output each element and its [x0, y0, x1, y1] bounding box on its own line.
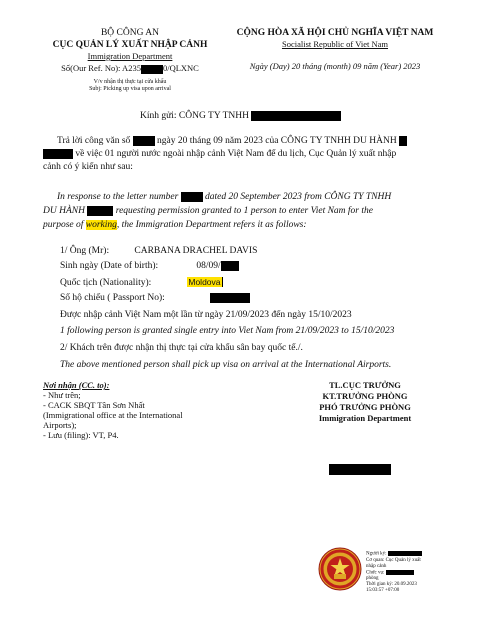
redaction-box	[181, 192, 203, 202]
recipient-line: - Như trên;	[43, 390, 81, 400]
name-value: CARBANA DRACHEL DAVIS	[134, 246, 258, 256]
dob-label: Sinh ngày (Date of birth):	[60, 261, 159, 272]
recipient-line: Airports);	[43, 420, 77, 430]
role-line-2: phòng	[366, 576, 379, 582]
ref-suffix: 0/QLXNC	[162, 63, 199, 73]
department-name: CỤC QUẢN LÝ XUẤT NHẬP CẢNH	[52, 40, 208, 50]
agency-line-2: nhập cảnh	[366, 563, 387, 569]
role-row	[366, 570, 476, 577]
department-name-en: Immigration Department	[87, 51, 173, 61]
recipient-line: - Lưu (filing): VT, P4.	[43, 430, 119, 440]
subject-en: Subj: Picking up visa upon arrival	[89, 86, 171, 92]
body-en-paragraph	[43, 190, 445, 232]
header-left	[20, 27, 240, 93]
date-line: Ngày (Day) 20 tháng (month) 09 năm (Year) 2023	[249, 61, 421, 71]
redaction-box	[87, 206, 113, 216]
redaction-box	[210, 293, 250, 303]
greeting-text: Kính gửi: CÔNG TY TNHH	[140, 111, 249, 122]
body-en-a: In response to the letter number	[57, 192, 179, 202]
entry-en: 1 following person is granted single entry into Viet Nam from 21/09/2023 to 15/10/2023	[60, 326, 395, 336]
reference-number	[20, 62, 240, 75]
country-name-en: Socialist Republic of Viet Nam	[281, 39, 389, 49]
digital-signature-info	[366, 551, 476, 594]
body-vi-d: cảnh có ý kiến như sau:	[43, 162, 133, 172]
subject-vi: V/v nhận thị thực tại cửa khẩu	[93, 79, 167, 85]
body-vi-c: về việc 01 người nước ngoài nhập cảnh Việt Nam để du lịch, Cục Quản lý xuất nhập	[75, 149, 397, 159]
body-en-c: DU HÀNH	[43, 206, 85, 216]
ref-prefix: Số(Our Ref. No): A235	[61, 63, 141, 73]
redaction-box	[388, 551, 422, 556]
redaction-box	[386, 570, 414, 575]
passport-label: Số hộ chiếu ( Passport No):	[60, 293, 165, 304]
recipient-line: - CACK SBQT Tân Sơn Nhất	[43, 400, 145, 410]
greeting	[140, 111, 440, 121]
nationality-label: Quốc tịch (Nationality):	[60, 278, 152, 288]
redaction-box	[43, 149, 73, 159]
signature-line-3: PHÓ TRƯỞNG PHÒNG	[319, 402, 411, 412]
signature-line-1: TL.CỤC TRƯỞNG	[329, 380, 401, 390]
recipient-line: (Immigrational office at the International	[43, 410, 183, 420]
body-en-b: dated 20 September 2023 from CÔNG TY TNHH	[205, 192, 392, 202]
time-line: Thời gian ký: 20.09.2023	[366, 582, 417, 588]
role-label: Chức vụ:	[366, 570, 385, 576]
signature-block	[290, 380, 440, 424]
person-nationality-row	[60, 277, 223, 288]
redaction-box	[251, 111, 341, 121]
pickup-vi: 2/ Khách trên được nhận thị thực tại cửa khẩu sân bay quốc tế./.	[60, 343, 303, 353]
highlight-working: working	[85, 220, 117, 230]
official-seal-icon	[318, 547, 362, 591]
pickup-en: The above mentioned person shall pick up visa on arrival at the International Airports.	[60, 360, 392, 370]
person-passport-row	[60, 293, 250, 303]
body-en-d: requesting permission granted to 1 person to enter Viet Nam for the	[115, 206, 373, 216]
dob-value: 08/09/	[196, 261, 221, 272]
nationality-value: Moldova	[188, 277, 221, 287]
name-label: 1/ Ông (Mr):	[60, 246, 110, 256]
recipients-block	[43, 380, 243, 440]
body-vi-paragraph	[43, 135, 445, 174]
recipients-title: Nơi nhận (CC. to):	[43, 380, 110, 390]
signature-line-4: Immigration Department	[318, 413, 412, 423]
time-line-2: 15:03:57 +07:00	[366, 588, 400, 594]
body-en-f: , the Immigration Department refers it as follows:	[116, 220, 307, 230]
redaction-box	[141, 65, 163, 74]
redaction-box	[399, 136, 407, 146]
redaction-box	[329, 464, 391, 475]
ministry-name: BỘ CÔNG AN	[100, 28, 160, 38]
header-right	[228, 27, 442, 72]
person-name-row	[60, 246, 257, 256]
body-en-e: purpose of	[43, 220, 84, 230]
redaction-box	[133, 136, 155, 146]
body-vi-a: Trả lời công văn số	[57, 136, 131, 146]
entry-vi: Được nhập cảnh Việt Nam một lần từ ngày 21/09/2023 đến ngày 15/10/2023	[60, 310, 352, 320]
redaction-box	[221, 261, 239, 271]
agency-line: Cơ quan: Cục Quản lý xuất	[366, 557, 421, 563]
signer-label: Người ký:	[366, 551, 387, 557]
signer-row	[366, 551, 476, 558]
signature-line-2: KT.TRƯỞNG PHÒNG	[322, 391, 408, 401]
body-vi-b: ngày 20 tháng 09 năm 2023 của CÔNG TY TNHH DU HÀNH	[157, 136, 397, 146]
person-dob-row	[60, 261, 239, 271]
country-name: CỘNG HÒA XÃ HỘI CHỦ NGHĨA VIỆT NAM	[236, 28, 434, 38]
